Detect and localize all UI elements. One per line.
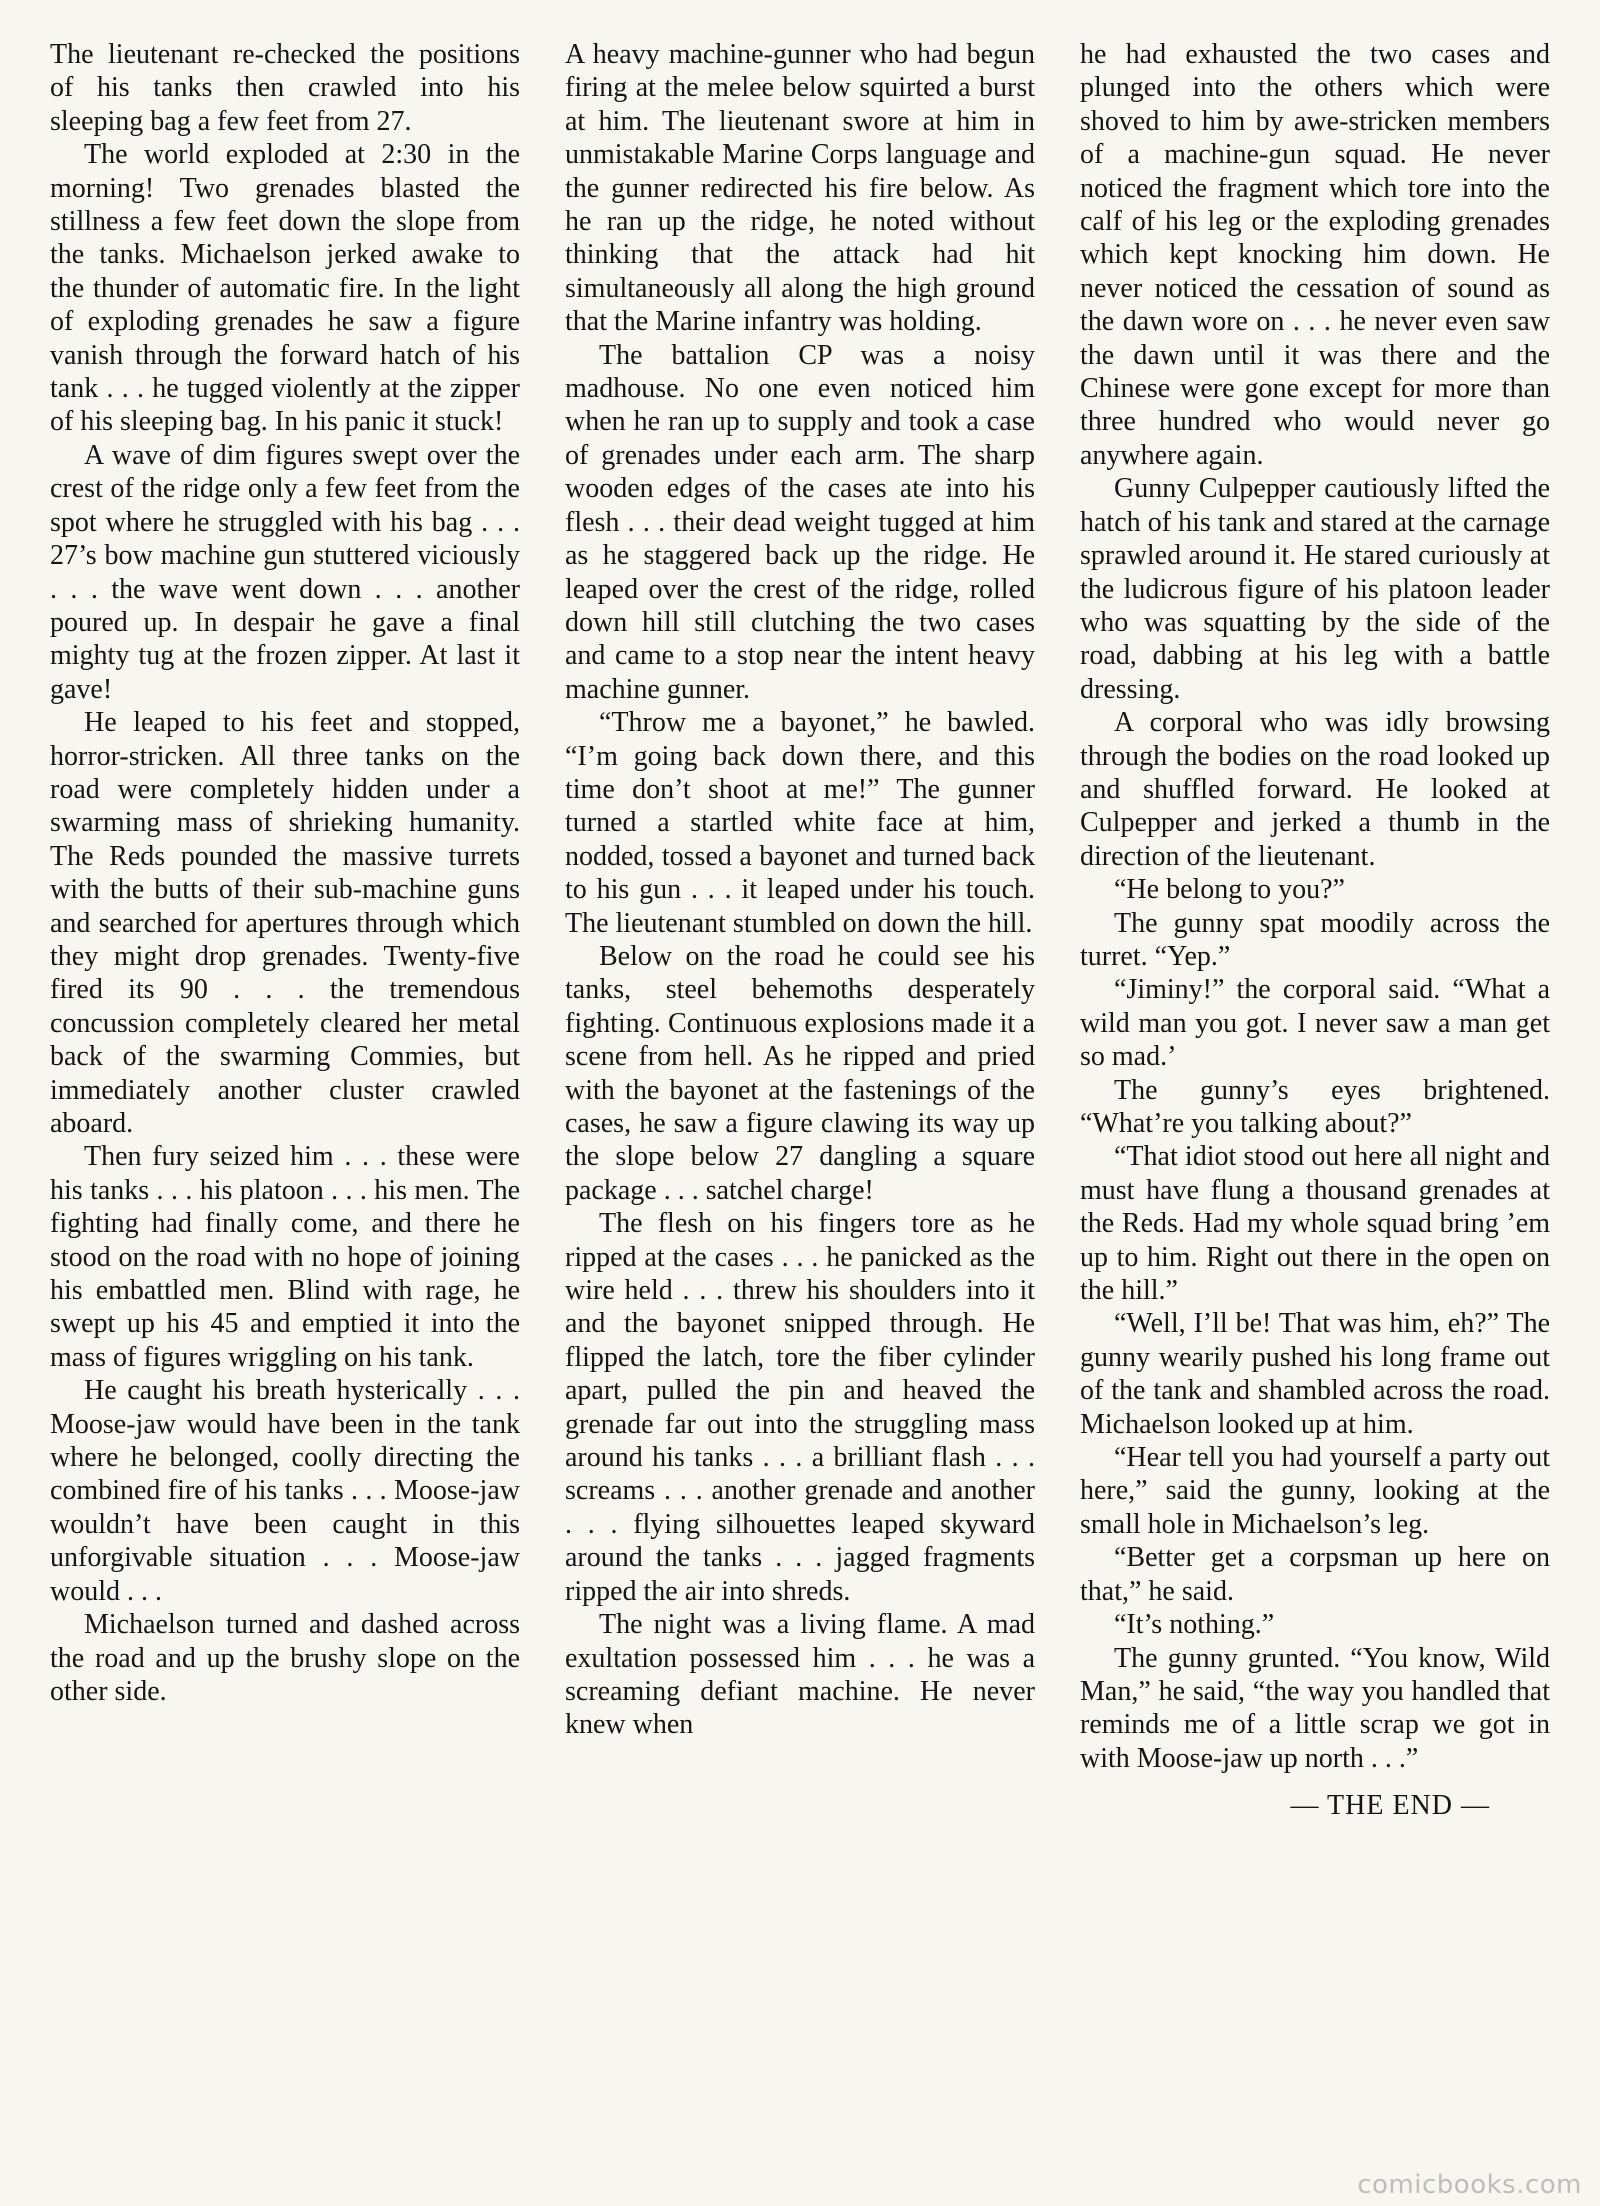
paragraph: A wave of dim figures swept over the crest of the ridge only a few feet from the spot where he struggled with his bag . . . 27’s bow machine gun stuttered viciously . . . the wave went down . . . another poured up. In despair he gave a final mighty tug at the frozen zipper. At last it gave! [50,439,520,705]
paragraph: “It’s nothing.” [1114,1609,1275,1641]
paragraph: The gunny grunted. “You know, Wild Man,” he said, “the way you handled that reminds me of a little scrap we got in with Moose-jaw up north . . .” [1080,1642,1550,1774]
paragraph: “Hear tell you had yourself a party out here,” said the gunny, looking at the small hole in Michaelson’s leg. [1080,1442,1550,1540]
paragraph: he had exhausted the two cases and plunged into the others which were shoved to him by awe-stricken members of a machine-gun squad. He never noticed the fragment which tore into the calf of his leg or the exploding grenades which kept knocking him down. He never noticed the cessation of sound as the dawn wore on . . . he never even saw the dawn until it was there and the Chinese were gone except for more than three hundred who would never go anywhere again. [1080,39,1550,471]
paragraph: Gunny Culpepper cautiously lifted the hatch of his tank and stared at the carnage sprawled around it. He stared curiously at the ludicrous figure of his platoon leader who was squatting by the side of the road, dabbing at his leg with a battle dressing. [1080,473,1550,705]
paragraph: He caught his breath hysterically . . . Moose-jaw would have been in the tank where he belonged, coolly directing the combined fire of his tanks . . . Moose-jaw wouldn’t have been caught in this unforgivable situation . . . Moose-jaw would . . . [50,1375,520,1607]
paragraph: Then fury seized him . . . these were his tanks . . . his platoon . . . his men. The fighting had finally come, and there he stood on the road with no hope of joining his embattled men. Blind with rage, he swept up his 45 and emptied it into the mass of figures wriggling on his tank. [50,1141,520,1373]
paragraph: The lieutenant re-checked the positions of his tanks then crawled into his sleeping bag a few feet from 27. [50,39,520,137]
paragraph: The gunny’s eyes brightened. “What’re you talking about?” [1080,1074,1550,1139]
paragraph: The world exploded at 2:30 in the morning! Two grenades blasted the stillness a few feet down the slope from the tanks. Michaelson jerked awake to the thunder of automatic fire. In the light of exploding grenades he saw a figure vanish through the forward hatch of his tank . . . he tugged violently at the zipper of his sleeping bag. In his panic it stuck! [50,139,520,438]
paragraph: The battalion CP was a noisy madhouse. No one even noticed him when he ran up to supply and took a case of grenades under each arm. The sharp wooden edges of the cases ate into his flesh . . . their dead weight tugged at him as he staggered back up the ridge. He leaped over the crest of the ridge, rolled down hill still clutching the two cases and came to a stop near the intent heavy machine gunner. [565,339,1035,705]
paragraph: “Better get a corpsman up here on that,” he said. [1080,1542,1550,1607]
paragraph: “Well, I’ll be! That was him, eh?” The gunny wearily pushed his long frame out of the tank and shambled across the road. Michaelson looked up at him. [1080,1308,1550,1440]
the-end-mark: — THE END — [1290,1790,1490,1822]
paragraph: “Throw me a bayonet,” he bawled. “I’m going back down there, and this time don’t shoot at me!” The gunner turned a startled white face at him, nodded, tossed a bayonet and turned back to his gun . . . it leaped under his touch. The lieutenant stumbled on down the hill. [565,707,1035,939]
paragraph: He leaped to his feet and stopped, horror-stricken. All three tanks on the road were completely hidden under a swarming mass of shrieking humanity. The Reds pounded the massive turrets with the butts of their sub-machine guns and searched for apertures through which they might drop grenades. Twenty-five fired its 90 . . . the tremendous concussion completely cleared her metal back of the swarming Commies, but immediately another cluster crawled aboard. [50,707,520,1139]
paragraph: “That idiot stood out here all night and must have flung a thousand grenades at the Reds. Had my whole squad bring ’em up to him. Right out there in the open on the hill.” [1080,1141,1550,1307]
text-column-3 [1080,38,1550,2168]
story-page [50,38,1550,2168]
paragraph: “Jiminy!” the corporal said. “What a wild man you got. I never saw a man get so mad.’ [1080,974,1550,1073]
paragraph: The night was a living flame. A mad exultation possessed him . . . he was a screaming defiant machine. He never knew when [565,1609,1035,1741]
text-column-1 [50,38,520,2168]
paragraph: Below on the road he could see his tanks, steel behemoths desperately fighting. Continuous explosions made it a scene from hell. As he ripped and pried with the bayonet at the fastenings of the cases, he saw a figure clawing its way up the slope below 27 dangling a square package . . . satchel charge! [565,940,1035,1206]
paragraph: The gunny spat moodily across the turret. “Yep.” [1080,907,1550,972]
text-column-2 [565,38,1035,2168]
paragraph: “He belong to you?” [1114,874,1345,906]
paragraph: A corporal who was idly browsing through the bodies on the road looked up and shuffled forward. He looked at Culpepper and jerked a thumb in the direction of the lieutenant. [1080,707,1550,872]
site-watermark: comicbooks.com [1357,2170,1582,2200]
paragraph: A heavy machine-gunner who had begun firing at the melee below squirted a burst at him. The lieutenant swore at him in unmistakable Marine Corps language and the gunner redirected his fire below. As he ran up the ridge, he noted without thinking that the attack had hit simultaneously all along the high ground that the Marine infantry was holding. [565,39,1035,338]
paragraph: The flesh on his fingers tore as he ripped at the cases . . . he panicked as the wire held . . . threw his shoulders into it and the bayonet snipped through. He flipped the latch, tore the fiber cylinder apart, pulled the pin and heaved the grenade far out into the struggling mass around his tanks . . . a brilliant flash . . . screams . . . another grenade and another . . . flying silhouettes leaped skyward around the tanks . . . jagged fragments ripped the air into shreds. [565,1208,1035,1607]
paragraph: Michaelson turned and dashed across the road and up the brushy slope on the other side. [50,1609,520,1707]
